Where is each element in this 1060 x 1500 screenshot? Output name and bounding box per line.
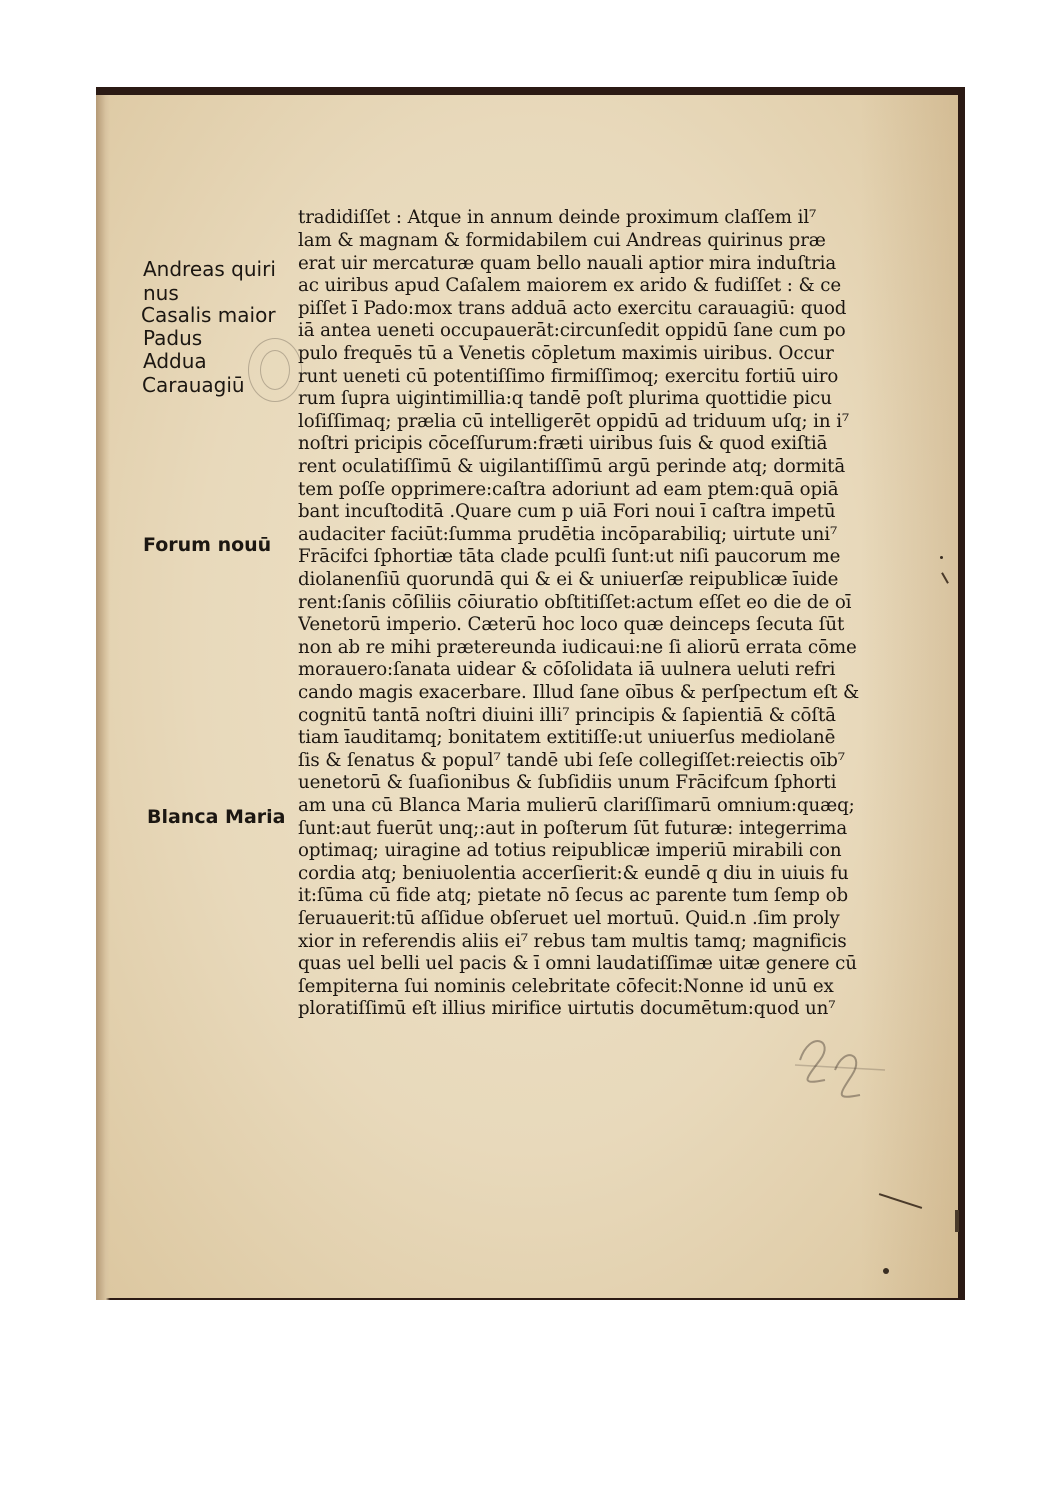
margin-note: Casalis maior xyxy=(141,303,276,327)
edge-mark xyxy=(955,1210,959,1232)
text-line: uenetorū & ſuaſionibus & ſubſidiis unum Frācifcum ſphorti xyxy=(298,772,837,793)
text-line: bant incuſtoditā .Quare cum p uiā Fori noui ī caſtra impetū xyxy=(298,501,836,522)
ownership-stamp xyxy=(790,1030,890,1110)
text-line: it:ſūma cū fide atq; pietate nō ſecus ac parente tum ſemp ob xyxy=(298,885,848,906)
text-line: am una cū Blanca Maria mulierū clariſſimarū omnium:quæq; xyxy=(298,795,855,816)
text-line: non ab re mihi prætereunda iudicaui:ne ſi aliorū errata cōme xyxy=(298,637,857,658)
text-line: cordia atq; beniuolentia accerſierit:& eundē q diu in uiuis fu xyxy=(298,863,849,884)
text-line: pulo frequēs tū a Venetis cōpletum maximis uiribus. Occur xyxy=(298,343,834,364)
text-line: tiam īauditamq; bonitatem extitiſſe:ut uniuerſus mediolanē xyxy=(298,727,836,748)
edge-mark xyxy=(940,556,943,559)
text-line: iā antea ueneti occupauerāt:circunſedit oppidū ſane cum po xyxy=(298,320,846,341)
text-line: runt ueneti cū potentiſſimo firmiſſimoq; exercitu fortiū uiro xyxy=(298,366,839,387)
text-line: tradidiſſet : Atque in annum deinde proximum claſſem il⁷ xyxy=(298,207,817,228)
margin-note: nus xyxy=(143,281,179,305)
text-line: ac uiribus apud Caſalem maiorem ex arido & fudiſſet : & ce xyxy=(298,275,841,296)
text-line: ſempiterna ſui nominis celebritate cōfecit:Nonne id unū ex xyxy=(298,976,834,997)
text-line: ſeruauerit:tū aſſidue obſeruet uel mortuū. Quid.n .ſim proly xyxy=(298,908,840,929)
library-stamp-inner xyxy=(260,350,290,390)
page-edge xyxy=(96,95,110,1300)
text-line: cando magis exacerbare. Illud ſane oībus & perſpectum eſt & xyxy=(298,682,860,703)
margin-note: Carauagiū xyxy=(142,373,245,397)
text-line: quas uel belli uel pacis & ī omni laudatiſſimæ uitæ genere cū xyxy=(298,953,857,974)
margin-note: Padus xyxy=(143,326,203,350)
text-line: optimaq; uiragine ad totius reipublicæ imperiū mirabili con xyxy=(298,840,842,861)
margin-note: Forum nouū xyxy=(143,534,272,556)
text-line: noſtri pricipis cōceſſurum:fræti uiribus ſuis & quod exiſtiā xyxy=(298,433,828,454)
text-line: ſis & ſenatus & popul⁷ tandē ubi ſeſe collegiſſet:reiectis oīb⁷ xyxy=(298,750,845,771)
text-line: diolanenſiū quorundā qui & ei & uniuerſæ reipublicæ īuide xyxy=(298,569,839,590)
text-line: morauero:ſanata uidear & cōſolidata iā uulnera ueluti refri xyxy=(298,659,836,680)
text-line: lam & magnam & formidabilem cui Andreas quirinus præ xyxy=(298,230,826,251)
text-line: erat uir mercaturæ quam bello nauali aptior mira induſtria xyxy=(298,253,837,274)
text-line: cognitū tantā noſtri diuini illi⁷ principis & ſapientiā & cōſtā xyxy=(298,705,836,726)
text-line: Frācifci ſphortiæ tāta clade pculſi ſunt:ut niſi paucorum me xyxy=(298,546,841,567)
edge-mark xyxy=(883,1268,889,1274)
margin-note: Andreas quiri xyxy=(143,257,276,281)
text-line: rum ſupra uigintimillia:q tandē poſt plurima quottidie picu xyxy=(298,388,832,409)
text-line: rent:ſanis cōſiliis cōiuratio obſtitiſſet:actum eſſet eo die de oī xyxy=(298,592,852,613)
text-line: xior in referendis aliis ei⁷ rebus tam multis tamq; magnificis xyxy=(298,931,847,952)
text-line: Venetorū imperio. Cæterū hoc loco quæ deinceps ſecuta ſūt xyxy=(298,614,845,635)
text-line: ſunt:aut fuerūt unq;:aut in poſterum ſūt futuræ: integerrima xyxy=(298,818,848,839)
text-line: ploratiſſimū eſt illius mirifice uirtutis documētum:quod un⁷ xyxy=(298,998,836,1019)
text-line: rent oculatiſſimū & uigilantiſſimū argū perinde atq; dormitā xyxy=(298,456,846,477)
text-line: tem poſſe opprimere:caſtra adoriunt ad eam ptem:quā opiā xyxy=(298,479,839,500)
margin-note: Blanca Maria xyxy=(147,806,286,828)
text-line: piſſet ī Pado:mox trans adduā acto exercitu carauagiū: quod xyxy=(298,298,847,319)
text-line: loſiſſimaq; prælia cū intelligerēt oppidū ad triduum uſq; in i⁷ xyxy=(298,411,850,432)
margin-note: Addua xyxy=(143,349,207,373)
text-line: audaciter faciūt:ſumma prudētia incōparabiliq; uirtute uni⁷ xyxy=(298,524,838,545)
